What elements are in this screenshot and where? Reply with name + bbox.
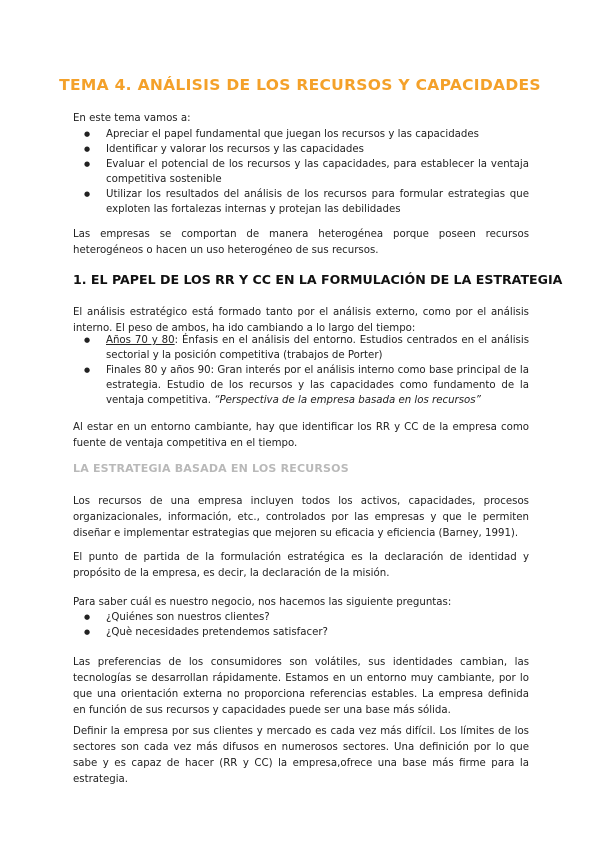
section1-bullet-2 [73,363,529,408]
section2-paragraph-3: Para saber cuál es nuestro negocio, nos hacemos las siguiente preguntas: [73,597,452,608]
section1-paragraph-1: El análisis estratégico está formado tanto por el análisis externo, como por el análisis interno. El peso de ambos, ha ido cambiando a lo largo del tiempo: [73,307,529,334]
intro-bullet-list [73,127,529,217]
question-item: ● ¿Quiénes son nuestros clientes? [73,610,529,625]
section1-bullet-list [73,333,529,408]
section2-paragraph-4: Las preferencias de los consumidores son volátiles, sus identidades cambian, las tecnologías se desarrollan rápidamente. Estamos en un entorno muy cambiante, por lo que una orientación externa no proporciona referencias estables. La empresa definida en función de sus recursos y capacidades puede ser una base más sólida. [73,657,529,716]
document-title: TEMA 4. ANÁLISIS DE LOS RECURSOS Y CAPACIDADES [59,76,541,94]
intro-bullet: ● Apreciar el papel fundamental que juegan los recursos y las capacidades [73,127,529,142]
bullet2-italic: “Perspectiva de la empresa basada en los recursos” [214,395,481,406]
section1-heading: 1. EL PAPEL DE LOS RR Y CC EN LA FORMULACIÓN DE LA ESTRATEGIA [73,272,563,287]
section2-heading: LA ESTRATEGIA BASADA EN LOS RECURSOS [73,462,349,475]
section1-bullet-1 [73,333,529,363]
section2-paragraph-2: El punto de partida de la formulación estratégica es la declaración de identidad y propósito de la empresa, es decir, la declaración de la misión. [73,552,529,579]
question-item: ● ¿Què necesidades pretendemos satisfacer? [73,625,529,640]
section2-paragraph-5: Definir la empresa por sus clientes y mercado es cada vez más difícil. Los límites de los sectores son cada vez más difusos en numerosos sectores. Una definición por lo que sabe y es capaz de hacer (RR y CC) la empresa,ofrece una base más firme para la estrategia. [73,726,529,785]
intro-paragraph: Las empresas se comportan de manera heterogénea porque poseen recursos heterogéneos o hacen un uso heterogéneo de sus recursos. [73,229,529,256]
intro-lead: En este tema vamos a: [73,113,191,124]
bullet2-text: Finales 80 y años 90: Gran interés por el análisis interno como base principal de la estrategia. Estudio de los recursos y las capacidades como fundamento de la ventaja competitiva. [106,365,529,406]
bullet1-text: : Énfasis en el análisis del entorno. Estudios centrados en el análisis sectorial y la posición competitiva (trabajos de Porter) [106,335,530,361]
bullet1-label: Años 70 y 80 [106,335,175,346]
questions-list [73,610,529,640]
section2-paragraph-1: Los recursos de una empresa incluyen todos los activos, capacidades, procesos organizacionales, información, etc., controlados por las empresas y que le permiten diseñar e implementar estrategias que mejoren su eficacia y eficiencia (Barney, 1991). [73,496,529,539]
intro-bullet: ● Utilizar los resultados del análisis de los recursos para formular estrategias que exploten las fortalezas internas y protejan las debilidades [73,187,529,217]
intro-bullet: ● Evaluar el potencial de los recursos y las capacidades, para establecer la ventaja competitiva sostenible [73,157,529,187]
intro-bullet: ● Identificar y valorar los recursos y las capacidades [73,142,529,157]
section1-paragraph-2: Al estar en un entorno cambiante, hay que identificar los RR y CC de la empresa como fuente de ventaja competitiva en el tiempo. [73,422,529,449]
